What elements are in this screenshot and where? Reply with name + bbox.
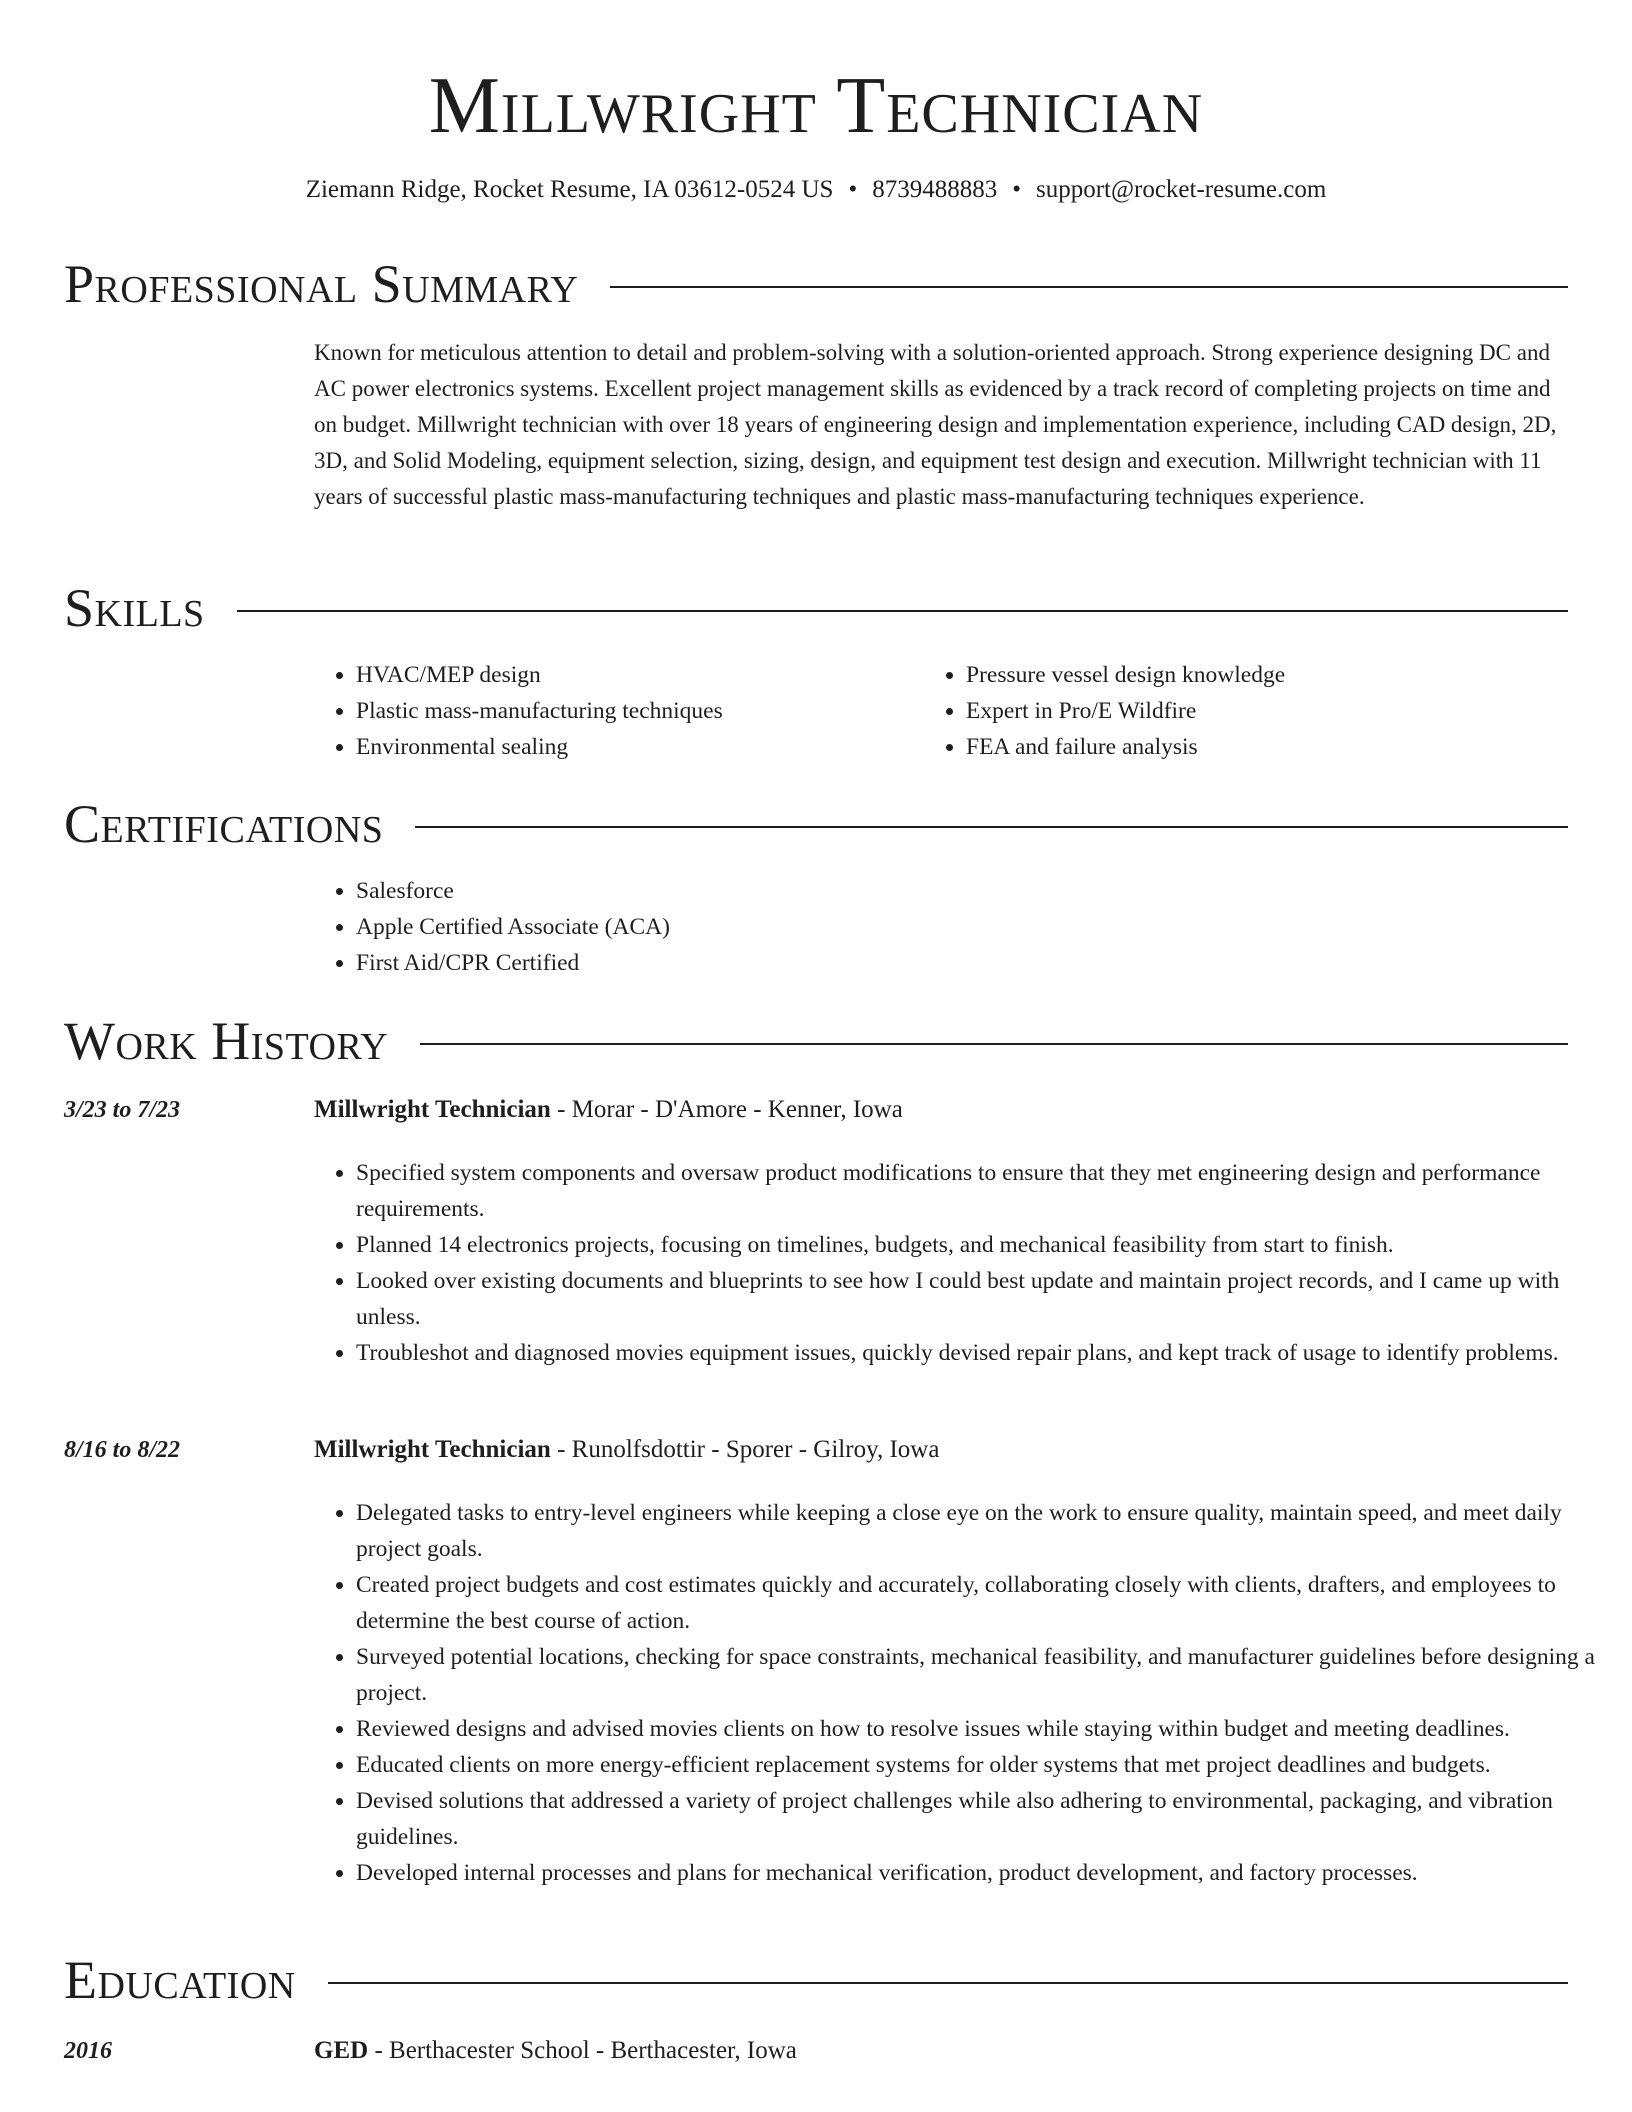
education-section-header <box>64 1948 1568 2012</box>
job-bullets <box>312 1495 1610 1891</box>
job-bullet: • Surveyed potential locations, checking for space constraints, mechanical feasibility, and manufacturer guidelines before designing a project. <box>356 1639 1610 1711</box>
job-dates: 3/23 to 7/23 <box>64 1097 181 1123</box>
education-title: Education <box>64 1948 328 2012</box>
job-bullet: • Created project budgets and cost estimates quickly and accurately, collaborating closely with clients, drafters, and employees to determine the best course of action. <box>356 1567 1610 1639</box>
certification-item: • First Aid/CPR Certified <box>356 945 1556 981</box>
skill-item: • Expert in Pro/E Wildfire <box>966 693 1566 729</box>
work-history-title: Work History <box>64 1009 420 1073</box>
summary-section-header <box>64 252 1568 316</box>
job-title-line <box>314 1092 903 1128</box>
job-role: Millwright Technician <box>314 1436 551 1463</box>
job-title-line <box>314 1432 939 1468</box>
job-bullet: • Devised solutions that addressed a variety of project challenges while also adhering to environmental, packaging, and vibration guidelines. <box>356 1783 1610 1855</box>
contact-address: Ziemann Ridge, Rocket Resume, IA 03612-0524 US <box>305 176 834 203</box>
job-bullet: • Specified system components and oversaw product modifications to ensure that they met engineering design and performance requirements. <box>356 1155 1610 1227</box>
skill-item: • FEA and failure analysis <box>966 729 1566 765</box>
summary-text: Known for meticulous attention to detail and problem-solving with a solution-oriented approach. Strong experience designing DC and AC power electronics systems. Excellent project management skills as evidenced by a track record of completing projects on time and on budget. Millwright technician with over 18 years of engineering design and implementation experience, including CAD design, 2D, 3D, and Solid Modeling, equipment selection, sizing, design, and equipment test design and execution. Millwright technician with 11 years of successful plastic mass-manufacturing techniques and plastic mass-manufacturing techniques experience. <box>314 340 1557 509</box>
job-dates: 8/16 to 8/22 <box>64 1437 181 1463</box>
job-bullet: • Planned 14 electronics projects, focusing on timelines, budgets, and mechanical feasibility from start to finish. <box>356 1227 1610 1263</box>
skill-item: • Pressure vessel design knowledge <box>966 657 1566 693</box>
job-bullet: • Reviewed designs and advised movies clients on how to resolve issues while staying within budget and meeting deadlines. <box>356 1711 1610 1747</box>
skill-item: • Plastic mass-manufacturing techniques <box>356 693 916 729</box>
education-line <box>314 2033 797 2069</box>
certifications-title: Certifications <box>64 792 415 856</box>
contact-phone: 8739488883 <box>872 176 998 203</box>
summary-title: Professional Summary <box>64 252 610 316</box>
certifications-list <box>312 873 1556 981</box>
job-bullet: • Delegated tasks to entry-level engineers while keeping a close eye on the work to ensure quality, maintain speed, and meet daily project goals. <box>356 1495 1610 1567</box>
education-degree: GED <box>314 2037 369 2064</box>
job-bullet: • Developed internal processes and plans for mechanical verification, product development, and factory processes. <box>356 1855 1610 1891</box>
certifications-section-header <box>64 792 1568 856</box>
job-bullets <box>312 1155 1610 1371</box>
job-role: Millwright Technician <box>314 1096 551 1123</box>
contact-email: support@rocket-resume.com <box>1035 176 1327 203</box>
job-bullet: • Looked over existing documents and blueprints to see how I could best update and maintain project records, and I came up with unless. <box>356 1263 1610 1335</box>
education-school-details: - Berthacester School - Berthacester, Iowa <box>368 2037 797 2064</box>
education-year: 2016 <box>64 2038 112 2064</box>
job-bullet: • Educated clients on more energy-efficient replacement systems for older systems that met project deadlines and budgets. <box>356 1747 1610 1783</box>
resume-name: Millwright Technician <box>428 62 1204 150</box>
job-bullet: • Troubleshot and diagnosed movies equipment issues, quickly devised repair plans, and kept track of usage to identify problems. <box>356 1335 1610 1371</box>
section-divider <box>64 610 1568 612</box>
work-history-section-header <box>64 1009 1568 1073</box>
skill-item: • HVAC/MEP design <box>356 657 916 693</box>
certification-item: • Salesforce <box>356 873 1556 909</box>
job-company-details: - Morar - D'Amore - Kenner, Iowa <box>550 1096 903 1123</box>
skill-item: • Environmental sealing <box>356 729 916 765</box>
job-company-details: - Runolfsdottir - Sporer - Gilroy, Iowa <box>550 1436 940 1463</box>
skills-list-right <box>922 657 1566 765</box>
contact-separator: • <box>848 176 858 203</box>
contact-separator: • <box>1012 176 1021 203</box>
skills-section-header <box>64 576 1568 640</box>
skills-title: Skills <box>64 576 237 640</box>
skills-list-left <box>312 657 916 765</box>
certification-item: • Apple Certified Associate (ACA) <box>356 909 1556 945</box>
contact-line <box>0 173 1632 207</box>
